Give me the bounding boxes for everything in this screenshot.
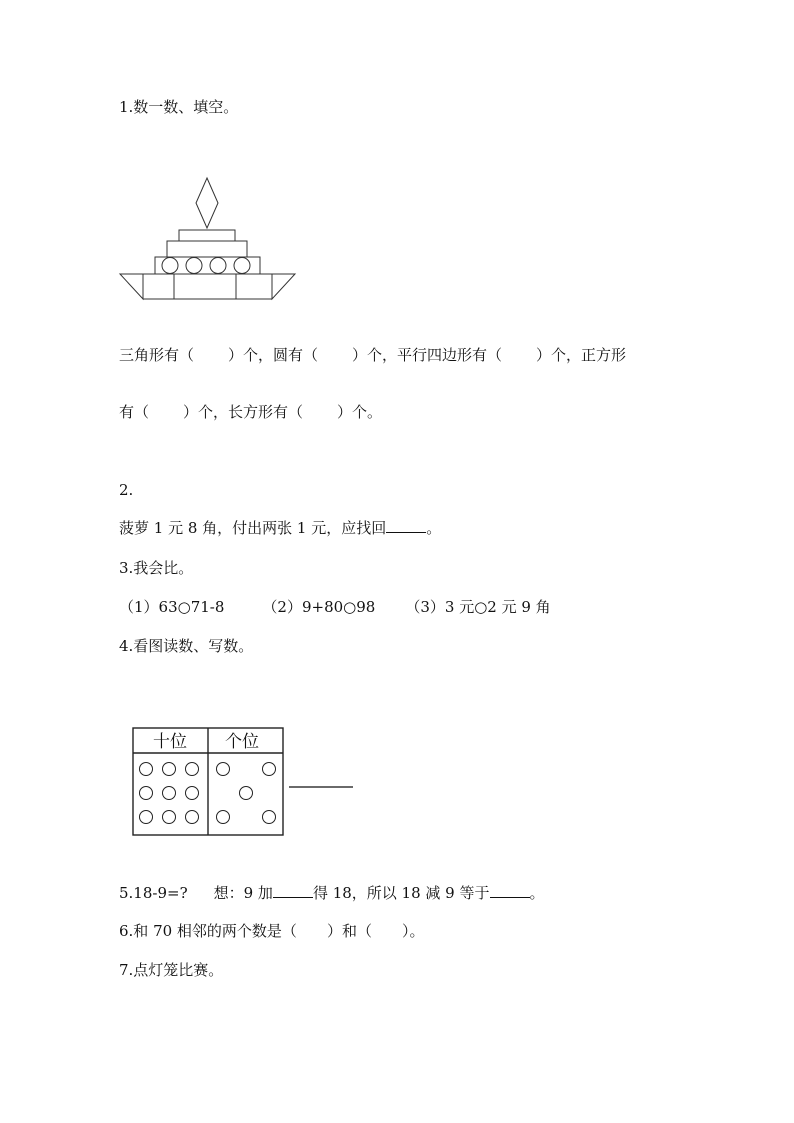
ones-dot [240,787,253,800]
q5-text: 5.18-9=? 想：9 加 得 18，所以 18 减 9 等于 。 [119,884,545,902]
tens-dot [140,763,153,776]
place-value-chart [130,726,360,838]
middle-rectangle [167,241,247,257]
q7-title: 7.点灯笼比赛。 [119,961,224,979]
tens-dots [140,763,199,824]
hull-left-triangle [120,274,143,299]
top-rectangle [179,230,235,241]
circle-row-rectangle [155,257,260,274]
q3-item-1: （1）63○71-8 [119,598,225,616]
tens-dot [186,763,199,776]
circle-shape [186,258,202,274]
hull-left-rectangle [143,274,174,299]
q3-item-3: （3）3 元○2 元 9 角 [405,598,551,616]
ones-dot [263,811,276,824]
tens-dot [140,811,153,824]
ones-dot [217,763,230,776]
q3-item-2: （2）9+80○98 [262,598,376,616]
answer-blank[interactable] [386,518,426,533]
ones-dot [263,763,276,776]
hull-right-triangle [272,274,295,299]
circle-shape [234,258,250,274]
tens-dot [163,787,176,800]
hull-right-rectangle [236,274,272,299]
circle-shape [162,258,178,274]
tens-dot [186,811,199,824]
q1-fill-line-1: 三角形有（ ）个，圆有（ ）个，平行四边形有（ ）个，正方形 [119,346,627,364]
tens-dot [140,787,153,800]
q2-text: 菠萝 1 元 8 角，付出两张 1 元，应找回 。 [119,519,442,537]
tens-header: 十位 [153,732,187,752]
tens-dot [186,787,199,800]
ones-dots [217,763,276,824]
ship-figure [118,176,298,302]
q2-number: 2. [119,481,134,499]
ones-dot [217,811,230,824]
tens-dot [163,763,176,776]
tens-dot [163,811,176,824]
q6-text: 6.和 70 相邻的两个数是（ ）和（ ）。 [119,922,425,940]
q3-title: 3.我会比。 [119,559,194,577]
q1-fill-line-2: 有（ ）个，长方形有（ ）个。 [119,403,383,421]
diamond-shape [196,178,218,228]
q1-title: 1.数一数、填空。 [119,98,239,116]
hull-middle-rectangle [174,274,236,299]
answer-blank[interactable] [273,883,313,898]
circle-shape [210,258,226,274]
ones-header: 个位 [225,732,259,752]
answer-blank[interactable] [490,883,530,898]
q3-items [119,597,551,617]
q4-title: 4.看图读数、写数。 [119,637,254,655]
